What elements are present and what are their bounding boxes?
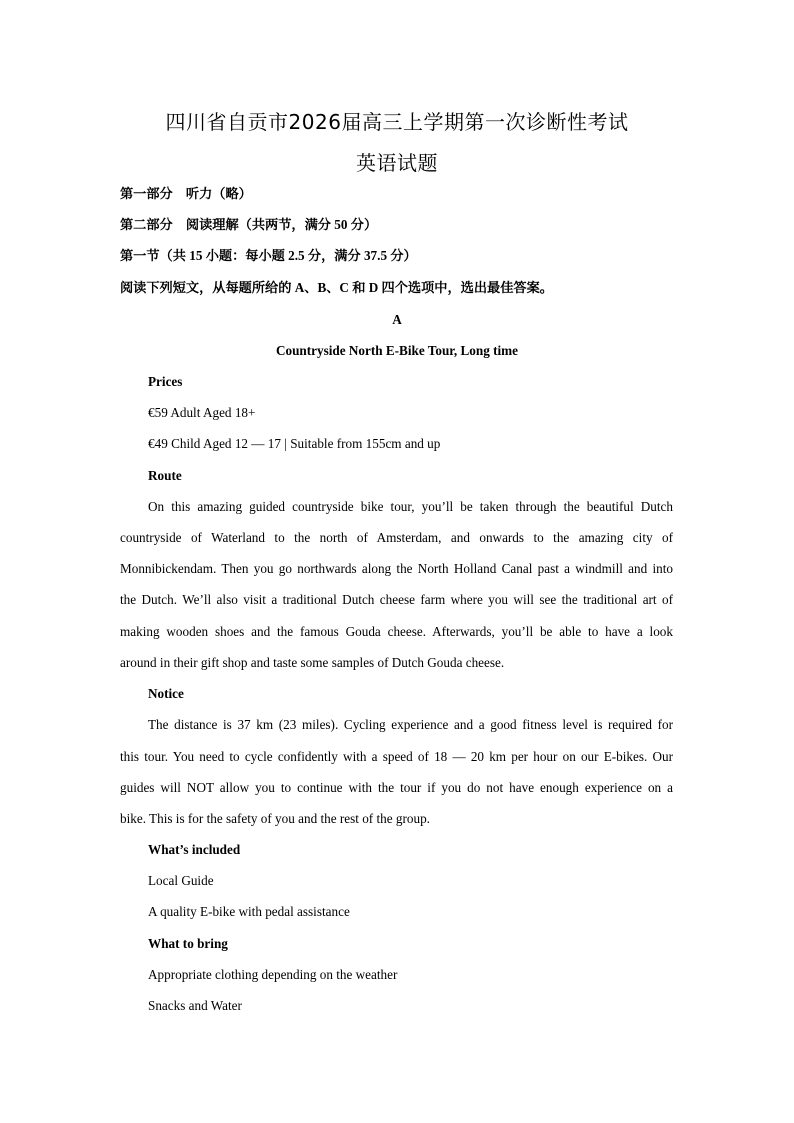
price-adult: €59 Adult Aged 18+: [148, 405, 256, 420]
passage-letter: A: [392, 312, 402, 327]
route-line: On this amazing guided countryside bike tour, you’ll be taken through the beautiful Dutch: [148, 499, 673, 514]
exam-subtitle: 英语试题: [356, 151, 438, 175]
included-heading: What’s included: [148, 842, 241, 857]
route-line: making wooden shoes and the famous Gouda cheese. Afterwards, you’ll be able to have a look: [120, 624, 673, 639]
notice-line: this tour. You need to cycle confidently with a speed of 18 — 20 km per hour on our E-bikes. Our: [120, 749, 673, 764]
instruction-text: 阅读下列短文，从每题所给的 A、B、C 和 D 四个选项中，选出最佳答案。: [120, 280, 553, 295]
notice-line: bike. This is for the safety of you and the rest of the group.: [120, 811, 430, 826]
route-line: the Dutch. We’ll also visit a traditional Dutch cheese farm where you will see the traditional art of: [120, 592, 673, 607]
prices-heading: Prices: [148, 374, 183, 389]
passage-title: Countryside North E-Bike Tour, Long time: [275, 343, 519, 358]
included-item: Local Guide: [148, 873, 214, 888]
bring-heading: What to bring: [148, 936, 228, 951]
notice-heading: Notice: [148, 686, 184, 701]
notice-line: The distance is 37 km (23 miles). Cycling experience and a good fitness level is required for: [148, 717, 673, 732]
part2-heading: 第二部分 阅读理解（共两节，满分 50 分）: [120, 217, 378, 232]
price-child: €49 Child Aged 12 — 17 | Suitable from 155cm and up: [148, 436, 441, 451]
route-line: around in their gift shop and taste some samples of Dutch Gouda cheese.: [120, 655, 505, 670]
bring-item: Appropriate clothing depending on the weather: [148, 967, 398, 982]
route-line: Monnibickendam. Then you go northwards along the North Holland Canal past a windmill and into: [120, 561, 673, 576]
bring-item: Snacks and Water: [148, 998, 242, 1013]
part1-heading: 第一部分 听力（略）: [120, 186, 252, 201]
route-heading: Route: [148, 468, 182, 483]
notice-line: guides will NOT allow you to continue with the tour if you do not have enough experience on a: [120, 780, 673, 795]
exam-title: 四川省自贡市2026届高三上学期第一次诊断性考试: [165, 110, 629, 134]
included-item: A quality E-bike with pedal assistance: [148, 904, 350, 919]
route-line: countryside of Waterland to the north of Amsterdam, and onwards to the amazing city of: [120, 530, 673, 545]
section1-heading: 第一节（共 15 小题：每小题 2.5 分，满分 37.5 分）: [120, 248, 417, 263]
